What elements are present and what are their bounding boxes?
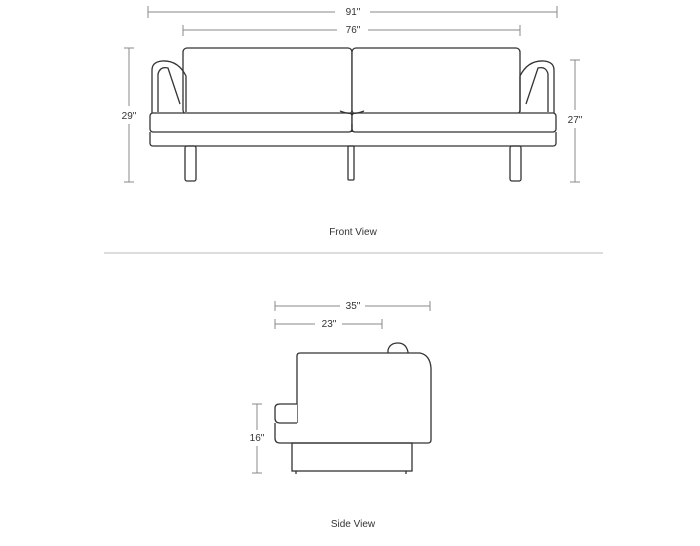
seat-width-dimension [183,25,520,36]
sofa-front-drawing [150,48,556,181]
side-base [292,443,412,471]
side-seat-cushion [275,404,297,423]
back-cushion-left [183,48,352,114]
overall-height-label: 29" [121,111,137,122]
front-view [122,6,583,238]
seat-height-label: 16" [249,433,265,444]
overall-height-dimension [122,48,137,182]
seat-depth-dimension [275,319,382,330]
overall-depth-dimension [275,301,430,312]
overall-width-dimension [148,6,557,18]
front-leg-left [185,146,196,181]
front-arm-left-inner [158,68,180,112]
sofa-side-drawing [275,343,431,474]
side-arm-block [297,353,431,443]
front-arm-left [152,61,186,114]
overall-depth-label: 35" [345,301,361,312]
overall-width-label: 91" [345,7,361,18]
front-base-frame [150,132,556,146]
front-arm-right-inner [526,68,548,112]
seat-cushion-left [150,113,352,132]
side-view [250,301,431,530]
back-cushion-right [352,48,520,114]
arm-height-dimension [568,60,583,182]
side-base-front [275,423,300,443]
front-leg-right [510,146,521,181]
front-view-caption: Front View [329,227,377,238]
seat-width-label: 76" [345,25,361,36]
side-view-caption: Side View [330,519,376,530]
seat-height-dimension [250,404,265,473]
front-arm-right [520,61,554,114]
seat-depth-label: 23" [321,319,337,330]
arm-height-label: 27" [567,115,583,126]
front-leg-center [348,146,354,180]
seat-cushion-right [352,113,556,132]
